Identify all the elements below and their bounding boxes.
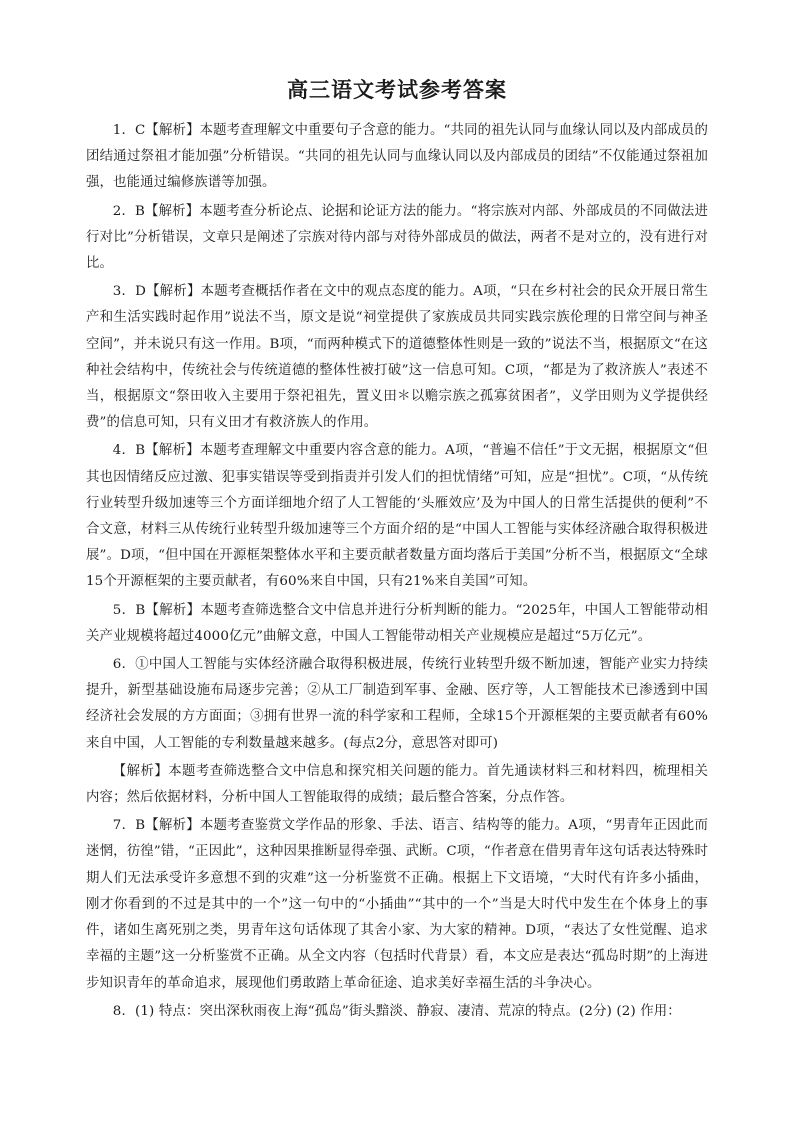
answer-list xyxy=(86,118,708,1025)
answer-1: 1．C【解析】本题考查理解文中重要句子含意的能力。“共同的祖先认同与血缘认同以及内部成员的团结通过祭祖才能加强”分析错误。“共同的祖先认同与血缘认同以及内部成员的团结”不仅能通过祭祖加强，也能通过编修族谱等加强。 xyxy=(86,123,708,191)
answer-7: 7．B【解析】本题考查鉴赏文学作品的形象、手法、语言、结构等的能力。A项，“男青年正因此而迷惘，彷徨”错，“正因此”，这种因果推断显得牵强、武断。C项，“作者意在借男青年这句话表达特殊时期人们无法承受许多意想不到的灾难”这一分析鉴赏不正确。根据上下文语境，“大时代有许多小插曲，刚才你看到的不过是其中的一个”这一句中的“小插曲”“其中的一个”当是大时代中发生在个体身上的事件，诸如生离死别之类，男青年这句话体现了其舍小家、为大家的精神。D项，“表达了女性觉醒、追求幸福的主题”这一分析鉴赏不正确。从全文内容（包括时代背景）看，本文应是表达“孤岛时期”的上海进步知识青年的革命追求，展现他们勇敢踏上革命征途、追求美好幸福生活的斗争决心。 xyxy=(86,818,708,991)
answer-4: 4．B【解析】本题考查理解文中重要内容含意的能力。A项，“普遍不信任”于文无据，根据原文“但其也因情绪反应过激、犯事实错误等受到指责并引发人们的担忧情绪”可知，应是“担忧”。C项，“从传统行业转型升级加速等三个方面详细地介绍了人工智能的‘头雁效应’及为中国人的日常生活提供的便利”不合文意，材料三从传统行业转型升级加速等三个方面介绍的是“中国人工智能与实体经济融合取得积极进展”。D项，“但中国在开源框架整体水平和主要贡献者数量方面均落后于美国”分析不当，根据原文“全球15个开源框架的主要贡献者，有60%来自中国，只有21%来自美国”可知。 xyxy=(86,443,708,590)
answer-8: 8．(1) 特点：突出深秋雨夜上海“孤岛”街头黯淡、静寂、凄清、荒凉的特点。(2分) (2) 作用： xyxy=(112,1003,681,1019)
answer-6: 6．①中国人工智能与实体经济融合取得积极进展，传统行业转型升级不断加速，智能产业实力持续提升，新型基础设施布局逐步完善；②从工厂制造到军事、金融、医疗等，人工智能技术已渗透到中国经济社会发展的方方面面；③拥有世界一流的科学家和工程师，全球15个开源框架的主要贡献者有60%来自中国，人工智能的专利数量越来越多。(每点2分，意思答对即可) xyxy=(86,657,708,751)
answer-3: 3．D【解析】本题考查概括作者在文中的观点态度的能力。A项，“只在乡村社会的民众开展日常生产和生活实践时起作用”说法不当，原文是说“祠堂提供了家族成员共同实践宗族伦理的日常空间与神圣空间”，并未说只有这一作用。B项，“而两种模式下的道德整体性则是一致的”说法不当，根据原文“在这种社会结构中，传统社会与传统道德的整体性被打破”这一信息可知。C项，“都是为了救济族人”表述不当，根据原文“祭田收入主要用于祭祀祖先，置义田＊以赡宗族之孤寡贫困者”，义学田则为义学提供经费”的信息可知，只有义田才有救济族人的作用。 xyxy=(86,284,708,431)
answer-5: 5．B【解析】本题考查筛选整合文中信息并进行分析判断的能力。“2025年，中国人工智能带动相关产业规模将超过4000亿元”曲解文意，中国人工智能带动相关产业规模应是超过“5万亿元”。 xyxy=(86,602,708,644)
answer-2: 2．B【解析】本题考查分析论点、论据和论证方法的能力。“将宗族对内部、外部成员的不同做法进行对比”分析错误，文章只是阐述了宗族对待内部与对待外部成员的做法，两者不是对立的，没有进行对比。 xyxy=(86,203,708,272)
page-title: 高三语文考试参考答案 xyxy=(287,78,507,102)
answer-6-analysis: 【解析】本题考查筛选整合文中信息和探究相关问题的能力。首先通读材料三和材料四，梳理相关内容；然后依据材料，分析中国人工智能取得的成绩；最后整合答案，分点作答。 xyxy=(86,763,708,806)
